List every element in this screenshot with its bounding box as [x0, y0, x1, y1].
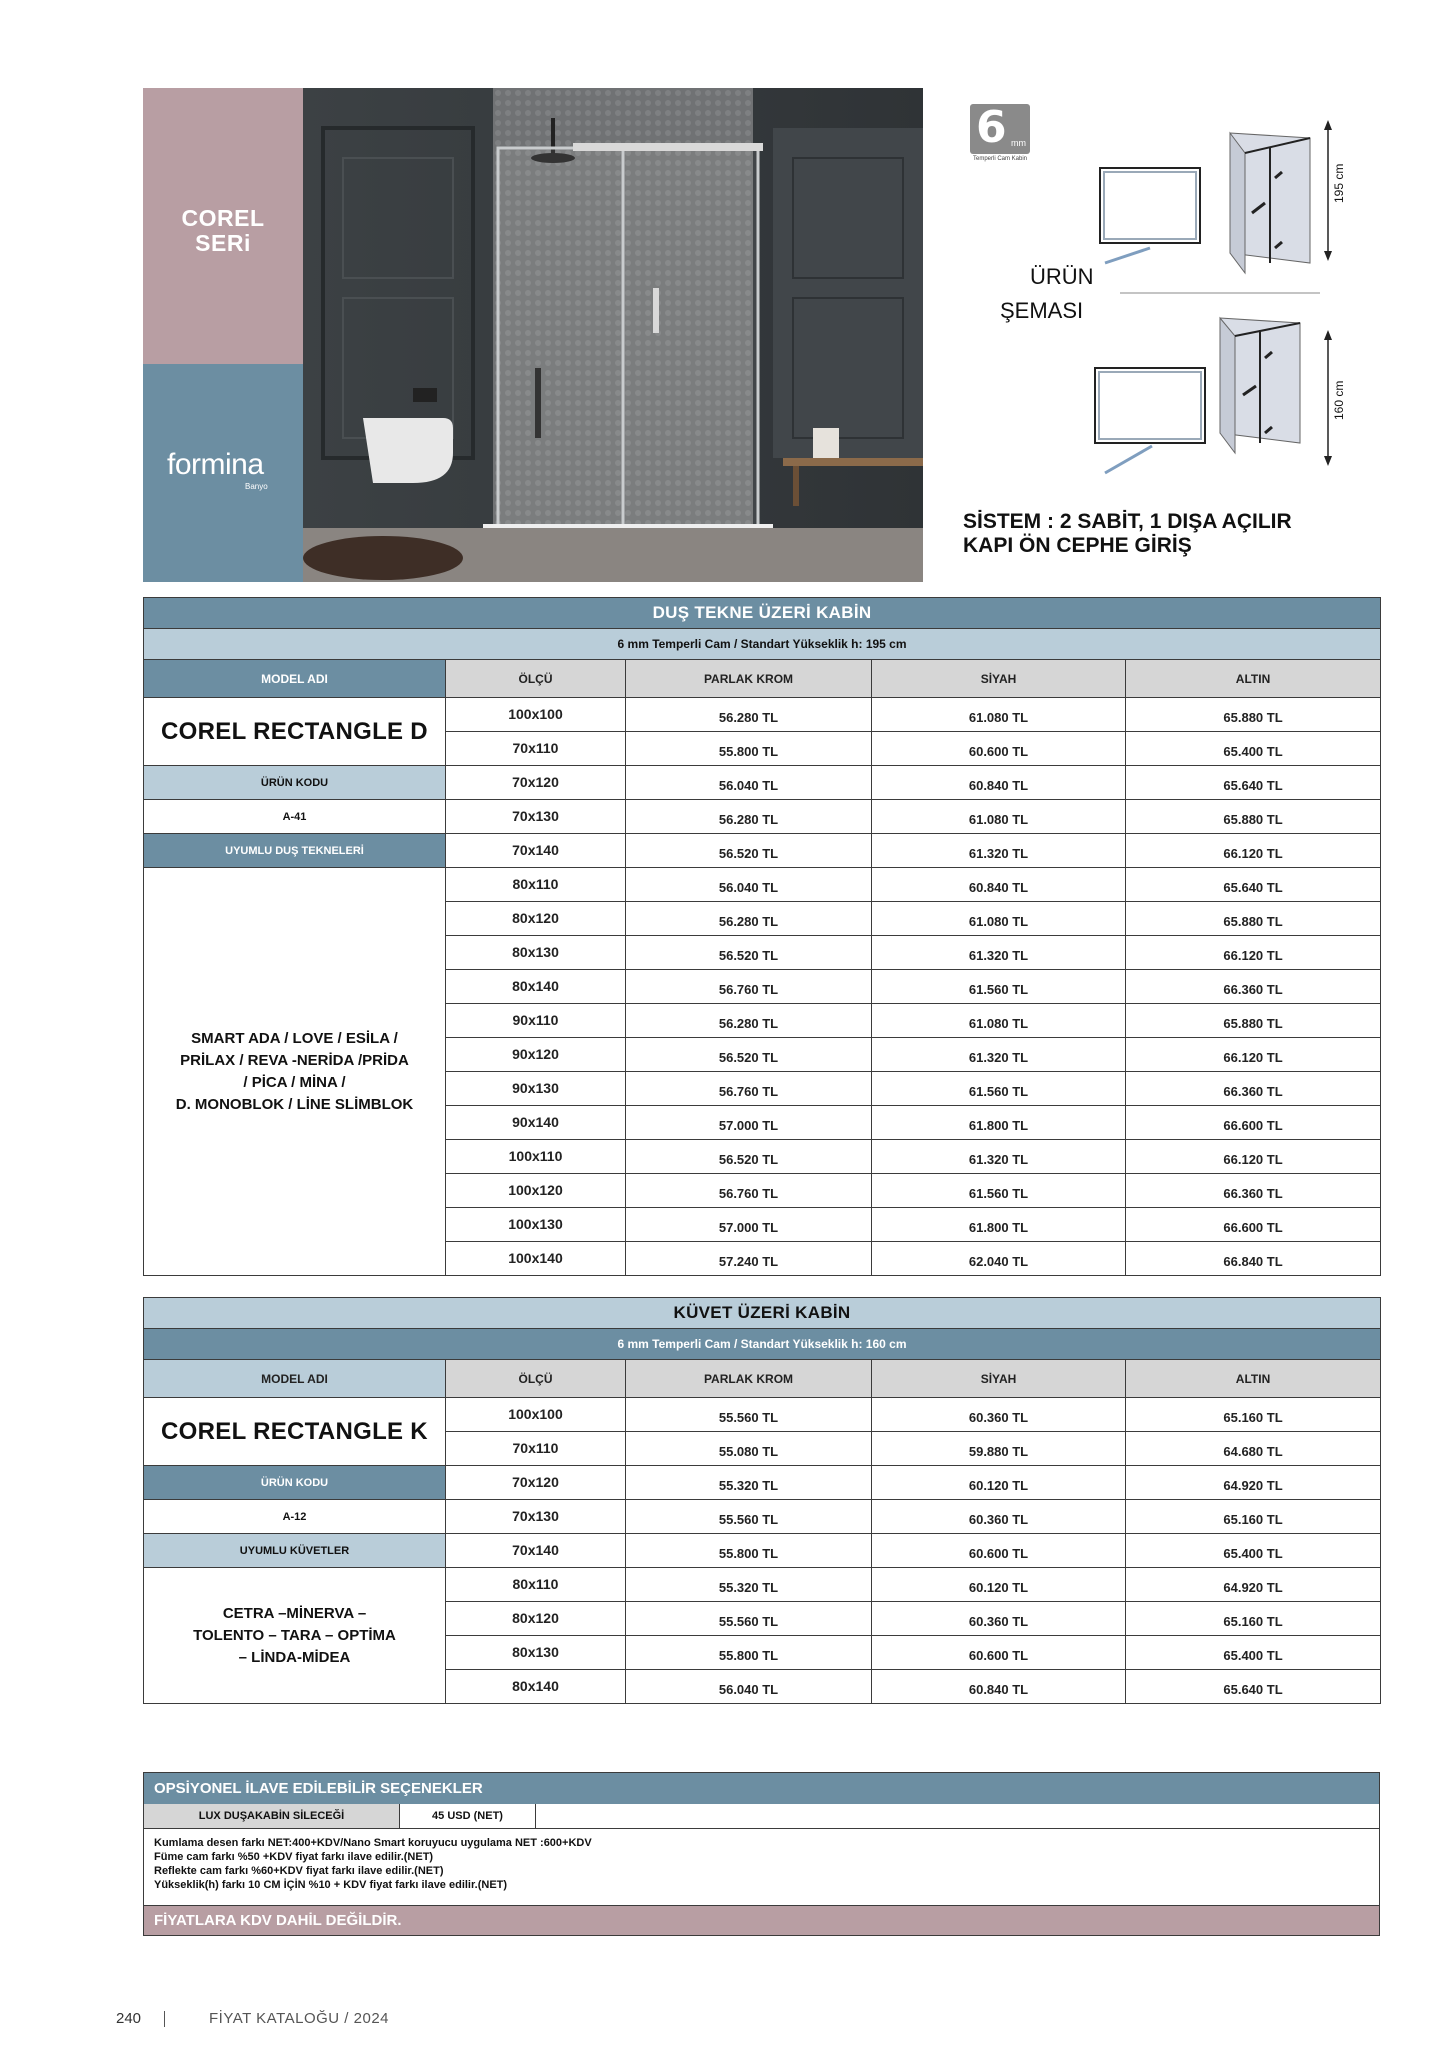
price-gold: 66.120 TL: [1126, 1140, 1381, 1174]
price-gold: 66.120 TL: [1126, 936, 1381, 970]
price-black: 61.320 TL: [872, 834, 1126, 868]
header-gold: ALTIN: [1126, 660, 1381, 698]
price-gold: 66.600 TL: [1126, 1106, 1381, 1140]
size-cell: 70x130: [446, 800, 626, 834]
glass-thickness-badge: [970, 104, 1030, 168]
price-chrome: 55.080 TL: [626, 1432, 872, 1466]
header-chrome: PARLAK KROM: [626, 1360, 872, 1398]
price-black: 60.360 TL: [872, 1398, 1126, 1432]
compatible-bathtubs-label: UYUMLU KÜVETLER: [144, 1534, 446, 1568]
header-chrome: PARLAK KROM: [626, 660, 872, 698]
price-gold: 65.880 TL: [1126, 698, 1381, 732]
price-chrome: 55.800 TL: [626, 1534, 872, 1568]
size-cell: 100x100: [446, 1398, 626, 1432]
header-model: MODEL ADI: [144, 1360, 446, 1398]
bathtub-price-table: [143, 1297, 1381, 1704]
price-chrome: 56.280 TL: [626, 800, 872, 834]
compatible-bathtubs-list: CETRA –MİNERVA – TOLENTO – TARA – OPTİMA – LİNDA-MİDEA: [144, 1568, 446, 1704]
size-cell: 70x120: [446, 766, 626, 800]
price-black: 60.600 TL: [872, 732, 1126, 766]
header-black: SİYAH: [872, 1360, 1126, 1398]
size-cell: 90x140: [446, 1106, 626, 1140]
shower-cabin-photo: [303, 88, 923, 582]
price-gold: 66.840 TL: [1126, 1242, 1381, 1276]
size-cell: 100x100: [446, 698, 626, 732]
size-cell: 70x120: [446, 1466, 626, 1500]
price-chrome: 55.560 TL: [626, 1398, 872, 1432]
price-chrome: 55.320 TL: [626, 1568, 872, 1602]
price-black: 61.080 TL: [872, 902, 1126, 936]
price-gold: 66.120 TL: [1126, 1038, 1381, 1072]
price-chrome: 56.040 TL: [626, 766, 872, 800]
price-gold: 65.400 TL: [1126, 732, 1381, 766]
optional-extra-price: 45 USD (NET): [400, 1804, 536, 1828]
table-subtitle: 6 mm Temperli Cam / Standart Yükseklik h: 195 cm: [144, 629, 1381, 660]
header-size: ÖLÇÜ: [446, 660, 626, 698]
price-chrome: 56.280 TL: [626, 698, 872, 732]
price-black: 60.840 TL: [872, 766, 1126, 800]
price-black: 62.040 TL: [872, 1242, 1126, 1276]
product-code-label: ÜRÜN KODU: [144, 1466, 446, 1500]
price-gold: 66.120 TL: [1126, 834, 1381, 868]
system-description: SİSTEM : 2 SABİT, 1 DIŞA AÇILIR KAPI ÖN CEPHE GİRİŞ: [963, 510, 1292, 557]
price-gold: 65.640 TL: [1126, 766, 1381, 800]
series-title: COREL SERi: [181, 205, 265, 256]
price-chrome: 56.520 TL: [626, 936, 872, 970]
price-gold: 65.160 TL: [1126, 1500, 1381, 1534]
price-black: 60.120 TL: [872, 1466, 1126, 1500]
price-black: 60.120 TL: [872, 1568, 1126, 1602]
size-cell: 100x130: [446, 1208, 626, 1242]
price-gold: 65.880 TL: [1126, 800, 1381, 834]
price-black: 59.880 TL: [872, 1432, 1126, 1466]
product-code: A-41: [144, 800, 446, 834]
size-cell: 100x120: [446, 1174, 626, 1208]
size-cell: 90x130: [446, 1072, 626, 1106]
price-black: 61.320 TL: [872, 1140, 1126, 1174]
price-chrome: 55.800 TL: [626, 1636, 872, 1670]
catalog-title: FİYAT KATALOĞU / 2024: [209, 2010, 390, 2027]
price-chrome: 56.760 TL: [626, 1174, 872, 1208]
table-title: KÜVET ÜZERİ KABİN: [144, 1298, 1381, 1329]
price-gold: 66.360 TL: [1126, 1174, 1381, 1208]
height-160-label: 160 cm: [1332, 380, 1346, 420]
optional-extra-row: [144, 1804, 1379, 1829]
optional-extras-title: OPSİYONEL İLAVE EDİLEBİLİR SEÇENEKLER: [144, 1773, 1379, 1804]
compatible-trays-label: UYUMLU DUŞ TEKNELERİ: [144, 834, 446, 868]
price-gold: 64.920 TL: [1126, 1568, 1381, 1602]
optional-extras-box: [143, 1772, 1380, 1936]
price-black: 60.840 TL: [872, 1670, 1126, 1704]
size-cell: 80x130: [446, 1636, 626, 1670]
size-cell: 90x110: [446, 1004, 626, 1038]
price-chrome: 56.520 TL: [626, 834, 872, 868]
thickness-caption: Temperli Cam Kabin: [972, 156, 1028, 162]
size-cell: 100x140: [446, 1242, 626, 1276]
price-black: 61.560 TL: [872, 1072, 1126, 1106]
table-subtitle: 6 mm Temperli Cam / Standart Yükseklik h: 160 cm: [144, 1329, 1381, 1360]
price-chrome: 57.000 TL: [626, 1106, 872, 1140]
product-code: A-12: [144, 1500, 446, 1534]
header-size: ÖLÇÜ: [446, 1360, 626, 1398]
price-black: 61.800 TL: [872, 1106, 1126, 1140]
price-chrome: 56.520 TL: [626, 1140, 872, 1174]
price-chrome: 57.240 TL: [626, 1242, 872, 1276]
price-gold: 66.600 TL: [1126, 1208, 1381, 1242]
model-name: COREL RECTANGLE D: [144, 698, 446, 766]
size-cell: 90x120: [446, 1038, 626, 1072]
compatible-trays-list: SMART ADA / LOVE / ESİLA / PRİLAX / REVA -NERİDA /PRİDA / PİCA / MİNA / D. MONOBLOK / LİNE SLİMBLOK: [144, 868, 446, 1276]
size-cell: 70x140: [446, 1534, 626, 1568]
price-chrome: 55.560 TL: [626, 1500, 872, 1534]
price-chrome: 56.040 TL: [626, 1670, 872, 1704]
price-gold: 65.400 TL: [1126, 1534, 1381, 1568]
price-black: 61.080 TL: [872, 800, 1126, 834]
price-gold: 65.160 TL: [1126, 1602, 1381, 1636]
price-black: 60.840 TL: [872, 868, 1126, 902]
height-195-label: 195 cm: [1332, 163, 1346, 203]
product-code-label: ÜRÜN KODU: [144, 766, 446, 800]
thickness-number: 6: [976, 102, 1007, 153]
price-gold: 64.920 TL: [1126, 1466, 1381, 1500]
thickness-box: [970, 104, 1030, 154]
price-chrome: 55.320 TL: [626, 1466, 872, 1500]
header-gold: ALTIN: [1126, 1360, 1381, 1398]
price-black: 60.360 TL: [872, 1500, 1126, 1534]
footer-divider: [164, 2011, 165, 2027]
price-black: 61.080 TL: [872, 698, 1126, 732]
size-cell: 80x140: [446, 970, 626, 1004]
price-black: 60.600 TL: [872, 1534, 1126, 1568]
size-cell: 80x130: [446, 936, 626, 970]
header-black: SİYAH: [872, 660, 1126, 698]
product-schema-label: ÜRÜN ŞEMASI: [1000, 264, 1094, 323]
price-chrome: 56.760 TL: [626, 970, 872, 1004]
hero-banner: [143, 88, 923, 582]
shower-tray-price-table: [143, 597, 1381, 1276]
size-cell: 80x120: [446, 1602, 626, 1636]
size-cell: 100x110: [446, 1140, 626, 1174]
price-chrome: 55.560 TL: [626, 1602, 872, 1636]
price-gold: 65.400 TL: [1126, 1636, 1381, 1670]
price-chrome: 56.520 TL: [626, 1038, 872, 1072]
price-gold: 65.160 TL: [1126, 1398, 1381, 1432]
price-black: 60.600 TL: [872, 1636, 1126, 1670]
price-gold: 65.880 TL: [1126, 902, 1381, 936]
table-title: DUŞ TEKNE ÜZERİ KABİN: [144, 598, 1381, 629]
size-cell: 70x130: [446, 1500, 626, 1534]
size-cell: 80x140: [446, 1670, 626, 1704]
size-cell: 70x110: [446, 1432, 626, 1466]
price-chrome: 56.760 TL: [626, 1072, 872, 1106]
brand-logo-sub: Banyo: [245, 482, 268, 491]
size-cell: 70x110: [446, 732, 626, 766]
price-gold: 64.680 TL: [1126, 1432, 1381, 1466]
price-gold: 65.640 TL: [1126, 868, 1381, 902]
price-gold: 66.360 TL: [1126, 1072, 1381, 1106]
price-chrome: 56.280 TL: [626, 902, 872, 936]
page-footer: [116, 2010, 389, 2027]
optional-extras-notes: Kumlama desen farkı NET:400+KDV/Nano Smart koruyucu uygulama NET :600+KDV Füme cam farkı %50 +KDV fiyat farkı ilave edilir.(NET) Reflekte cam farkı %60+KDV fiyat farkı ilave edilir.(NET) Yükseklik(h) farkı 10 CM İÇİN %10 + KDV fiyat farkı ilave edilir.(NET): [154, 1837, 592, 1891]
price-black: 61.080 TL: [872, 1004, 1126, 1038]
header-model: MODEL ADI: [144, 660, 446, 698]
price-chrome: 56.040 TL: [626, 868, 872, 902]
brand-logo: formina: [167, 448, 264, 481]
price-chrome: 55.800 TL: [626, 732, 872, 766]
product-photo: [303, 88, 923, 582]
size-cell: 80x110: [446, 1568, 626, 1602]
price-black: 61.320 TL: [872, 936, 1126, 970]
vat-notice: FİYATLARA KDV DAHİL DEĞİLDİR.: [144, 1905, 1379, 1935]
price-black: 61.320 TL: [872, 1038, 1126, 1072]
price-gold: 66.360 TL: [1126, 970, 1381, 1004]
price-black: 61.560 TL: [872, 970, 1126, 1004]
price-chrome: 57.000 TL: [626, 1208, 872, 1242]
price-black: 61.800 TL: [872, 1208, 1126, 1242]
page-number: 240: [116, 2010, 142, 2027]
size-cell: 80x110: [446, 868, 626, 902]
product-schema-diagram: [1080, 108, 1370, 478]
price-black: 60.360 TL: [872, 1602, 1126, 1636]
size-cell: 70x140: [446, 834, 626, 868]
price-chrome: 56.280 TL: [626, 1004, 872, 1038]
size-cell: 80x120: [446, 902, 626, 936]
price-black: 61.560 TL: [872, 1174, 1126, 1208]
price-gold: 65.640 TL: [1126, 1670, 1381, 1704]
price-gold: 65.880 TL: [1126, 1004, 1381, 1038]
optional-extra-name: LUX DUŞAKABİN SİLECEĞİ: [144, 1804, 400, 1828]
model-name: COREL RECTANGLE K: [144, 1398, 446, 1466]
thickness-unit: mm: [1011, 138, 1026, 148]
